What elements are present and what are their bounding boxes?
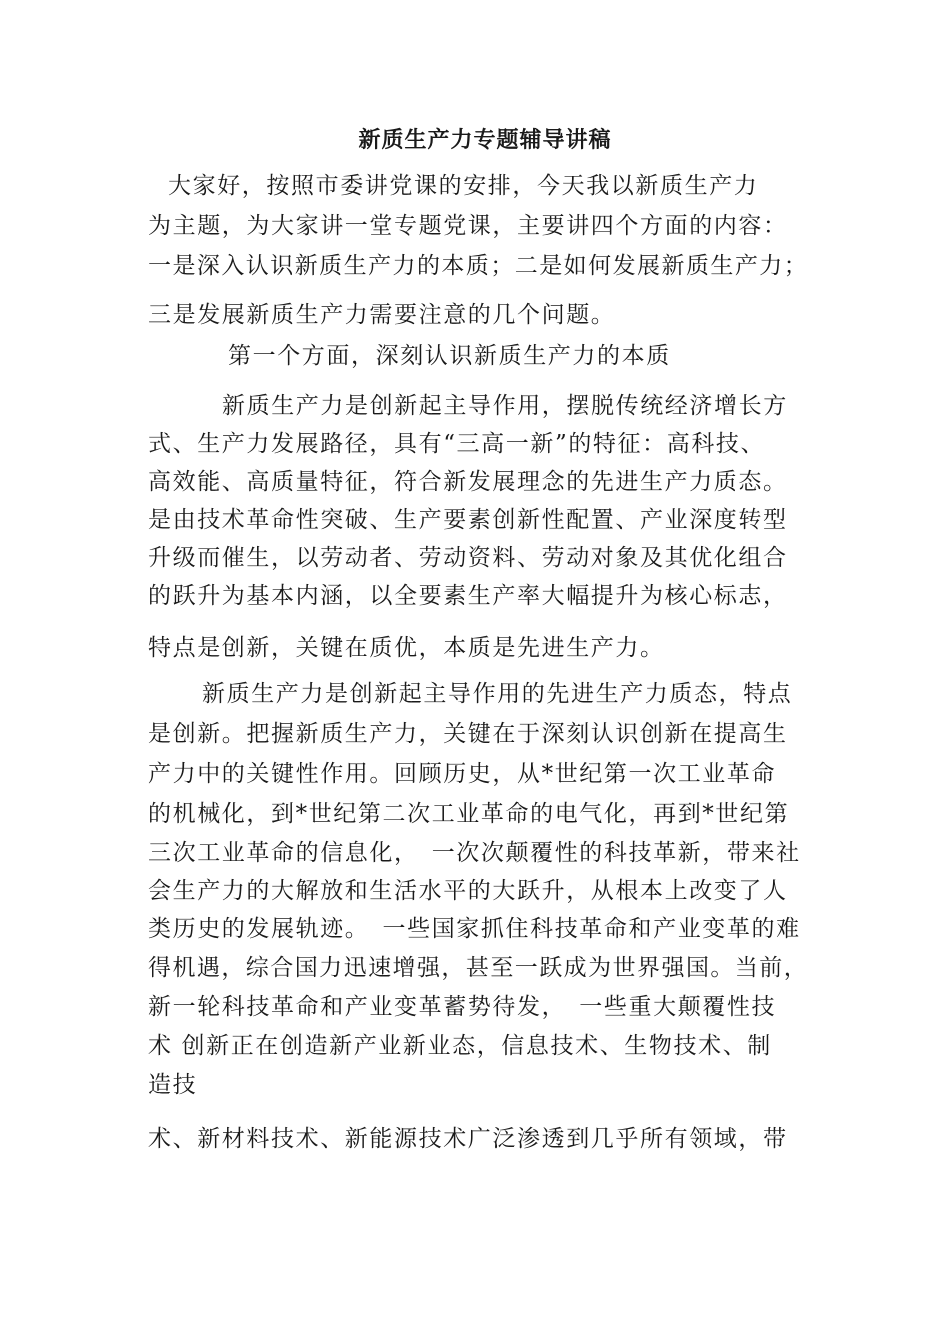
- para2-line-9: 新一轮科技革命和产业变革蓄势待发， 一些重大颠覆性技: [148, 994, 777, 1020]
- para2-line-4: 的机械化，到*世纪第二次工业革命的电气化，再到*世纪第: [148, 801, 790, 827]
- para1-line-7: 特点是创新，关键在质优，本质是先进生产力。: [148, 635, 665, 661]
- para2-line-5: 三次工业革命的信息化， 一次次颠覆性的科技革新，带来社: [148, 840, 801, 866]
- intro-line-4: 三是发展新质生产力需要注意的几个问题。: [148, 302, 616, 328]
- para2-line-10: 术 创新正在创造新产业新业态，信息技术、生物技术、制: [148, 1033, 772, 1059]
- document-title: 新质生产力专题辅导讲稿: [358, 127, 612, 153]
- para1-line-6: 的跃升为基本内涵，以全要素生产率大幅提升为核心标志，: [148, 583, 788, 609]
- para1-line-3: 高效能、高质量特征，符合新发展理念的先进生产力质态。: [148, 469, 788, 495]
- para2-line-7: 类历史的发展轨迹。 一些国家抓住科技革命和产业变革的难: [148, 916, 801, 942]
- para2-line-1: 新质生产力是创新起主导作用的先进生产力质态，特点: [202, 681, 793, 707]
- para1-line-5: 升级而催生，以劳动者、劳动资料、劳动对象及其优化组合: [148, 545, 788, 571]
- section-heading: 第一个方面，深刻认识新质生产力的本质: [228, 343, 671, 369]
- para1-line-4: 是由技术革命性突破、生产要素创新性配置、产业深度转型: [148, 507, 788, 533]
- para2-line-12: 术、新材料技术、新能源技术广泛渗透到几乎所有领域，带: [148, 1126, 788, 1152]
- para2-line-11: 造技: [148, 1072, 198, 1098]
- para2-line-8: 得机遇，综合国力迅速增强，甚至一跃成为世界强国。当前，: [148, 955, 809, 981]
- para2-line-2: 是创新。把握新质生产力，关键在于深刻认识创新在提高生: [148, 721, 788, 747]
- para2-line-6: 会生产力的大解放和生活水平的大跃升，从根本上改变了人: [148, 878, 788, 904]
- para1-line-1: 新质生产力是创新起主导作用，摆脱传统经济增长方: [222, 393, 788, 419]
- para2-line-3: 产力中的关键性作用。回顾历史，从*世纪第一次工业革命: [148, 761, 777, 787]
- intro-line-1: 大家好，按照市委讲党课的安排，今天我以新质生产力: [168, 173, 759, 199]
- intro-line-2: 为主题，为大家讲一堂专题党课，主要讲四个方面的内容：: [148, 213, 788, 239]
- para1-line-2: 式、生产力发展路径，具有“三高一新”的特征：高科技、: [148, 431, 766, 457]
- intro-line-3: 一是深入认识新质生产力的本质；二是如何发展新质生产力；: [148, 253, 809, 279]
